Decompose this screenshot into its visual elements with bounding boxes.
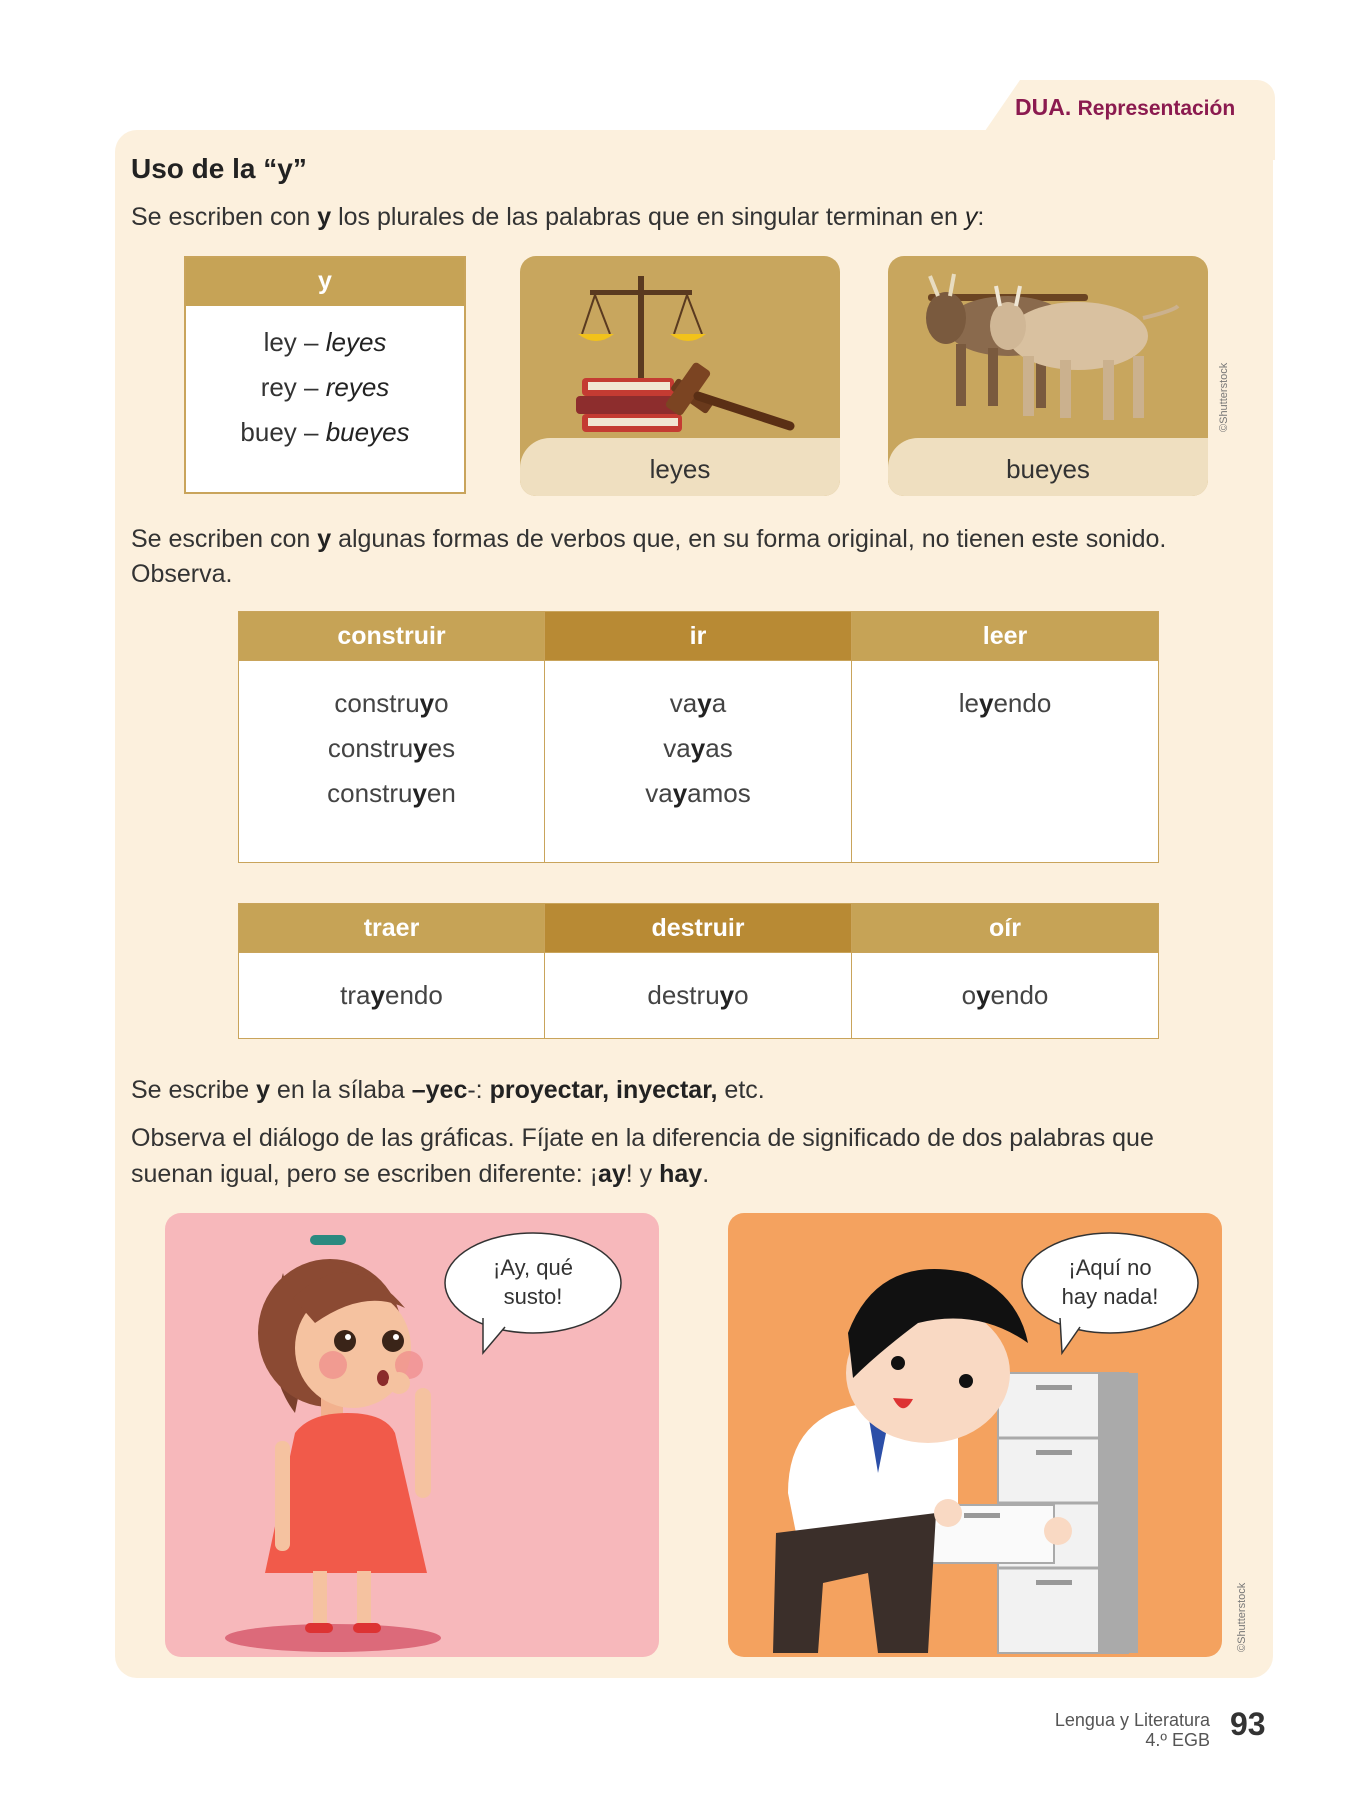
verb-table-1 bbox=[238, 611, 1159, 863]
verb-cell: trayendo bbox=[239, 953, 545, 1039]
verb-cell: construyo construyes construyen bbox=[239, 661, 545, 863]
man-scene bbox=[728, 1213, 1222, 1657]
verbs-intro-text: Se escriben con y algunas formas de verbos que, en su forma original, no tienen este sonido. Observa. bbox=[131, 525, 1167, 588]
y-table-row: rey – reyes bbox=[260, 372, 390, 402]
gavel-icon bbox=[664, 361, 790, 426]
verb-cell: oyendo bbox=[852, 953, 1159, 1039]
verb-header: ir bbox=[545, 612, 852, 661]
page-number: 93 bbox=[1230, 1706, 1266, 1742]
y-table-row: ley – leyes bbox=[263, 327, 387, 357]
man-speech-text: ¡Aquí no hay nada! bbox=[1061, 1255, 1159, 1309]
section-title: Uso de la “y” bbox=[131, 153, 307, 184]
y-table-header: y bbox=[186, 258, 464, 306]
caption-leyes: leyes bbox=[520, 438, 840, 496]
verb-header: leer bbox=[852, 612, 1159, 661]
verb-table-2 bbox=[238, 903, 1159, 1039]
y-table-row: buey – bueyes bbox=[240, 417, 410, 447]
shutterstock-credit: ©Shutterstock bbox=[1218, 362, 1230, 432]
verb-header: construir bbox=[239, 612, 545, 661]
verb-cell: leyendo bbox=[852, 661, 1159, 863]
footer-subject: Lengua y Literatura 4.º EGB bbox=[1054, 1710, 1210, 1750]
dua-label: DUA. Representación bbox=[1015, 94, 1236, 120]
girl-scene bbox=[165, 1213, 659, 1657]
shutterstock-credit-2: ©Shutterstock bbox=[1236, 1582, 1248, 1652]
yec-rule-text: Se escribe y en la sílaba –yec-: proyectar, inyectar, etc. bbox=[131, 1076, 765, 1104]
girl-speech-text: ¡Ay, qué susto! bbox=[493, 1255, 573, 1309]
law-illustration bbox=[520, 256, 840, 496]
verb-header: destruir bbox=[545, 904, 852, 953]
y-plurals-table bbox=[184, 256, 466, 494]
caption-bueyes: bueyes bbox=[888, 438, 1208, 496]
verb-cell: vaya vayas vayamos bbox=[545, 661, 852, 863]
oxen-illustration bbox=[888, 256, 1208, 496]
girl-illustration bbox=[225, 1235, 441, 1652]
plural-rule-text: Se escriben con y los plurales de las palabras que en singular terminan en y: bbox=[131, 203, 985, 231]
verb-header: oír bbox=[852, 904, 1159, 953]
verb-header: traer bbox=[239, 904, 545, 953]
verb-cell: destruyo bbox=[545, 953, 852, 1039]
dialog-intro-text: Observa el diálogo de las gráficas. Fíjate en la diferencia de significado de dos palabras que suenan igual, pero se escriben diferente: ¡ay! y hay. bbox=[131, 1124, 1154, 1188]
oxen-icon bbox=[926, 274, 1178, 420]
